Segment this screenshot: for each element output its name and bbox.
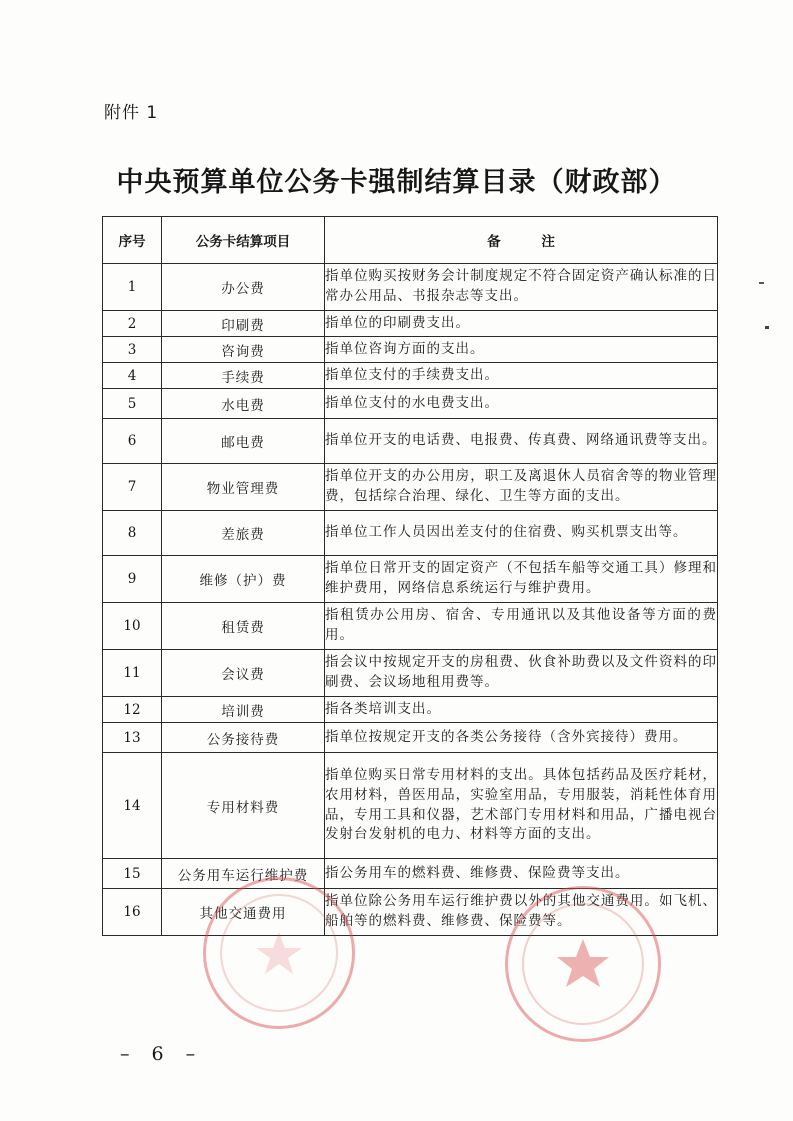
row-note: 指会议中按规定开支的房租费、伙食补助费以及文件资料的印刷费、会议场地租用费等。: [325, 650, 718, 697]
row-item: 物业管理费: [162, 464, 325, 511]
row-note: 指单位咨询方面的支出。: [325, 337, 718, 363]
attachment-label: 附件 1: [104, 103, 159, 123]
row-item: 办公费: [162, 264, 325, 311]
row-note: 指公务用车的燃料费、维修费、保险费等支出。: [325, 859, 718, 889]
page-number: – 6 –: [120, 1043, 204, 1065]
table-row: [103, 511, 718, 556]
table-row: [103, 389, 718, 419]
row-item: 差旅费: [162, 511, 325, 556]
row-number: 2: [103, 311, 162, 337]
row-item: 公务用车运行维护费: [162, 859, 325, 889]
row-item: 会议费: [162, 650, 325, 697]
column-header-item: 公务卡结算项目: [162, 217, 325, 264]
table-row: [103, 889, 718, 936]
row-note: 指租赁办公用房、宿舍、专用通讯以及其他设备等方面的费用。: [325, 603, 718, 650]
table-row: [103, 464, 718, 511]
table-row: [103, 753, 718, 859]
table-row: [103, 363, 718, 389]
row-item: 专用材料费: [162, 753, 325, 859]
row-item: 其他交通费用: [162, 889, 325, 936]
row-note: 指单位支付的手续费支出。: [325, 363, 718, 389]
row-note: 指单位开支的电话费、电报费、传真费、网络通讯费等支出。: [325, 419, 718, 464]
row-number: 5: [103, 389, 162, 419]
table-row: [103, 264, 718, 311]
row-item: 租赁费: [162, 603, 325, 650]
table-row: [103, 419, 718, 464]
row-item: 咨询费: [162, 337, 325, 363]
table-row: [103, 650, 718, 697]
document-title: 中央预算单位公务卡强制结算目录（财政部）: [116, 167, 677, 198]
row-note: 指各类培训支出。: [325, 697, 718, 723]
row-number: 7: [103, 464, 162, 511]
row-item: 印刷费: [162, 311, 325, 337]
row-note: 指单位的印刷费支出。: [325, 311, 718, 337]
row-note: 指单位支付的水电费支出。: [325, 389, 718, 419]
scan-specks: [757, 280, 777, 340]
row-note: 指单位购买日常专用材料的支出。具体包括药品及医疗耗材，农用材料，兽医用品，实验室用品，专用服装，消耗性体育用品，专用工具和仪器，艺术部门专用材料和用品，广播电视台发射台发射机的电力、材料等方面的支出。: [325, 753, 718, 859]
row-note: 指单位按规定开支的各类公务接待（含外宾接待）费用。: [325, 723, 718, 753]
table-row: [103, 311, 718, 337]
settlement-catalog-table: [102, 216, 718, 936]
row-note: 指单位工作人员因出差支付的住宿费、购买机票支出等。: [325, 511, 718, 556]
row-number: 3: [103, 337, 162, 363]
row-note: 指单位除公务用车运行维护费以外的其他交通费用。如飞机、船舶等的燃料费、维修费、保险费等。: [325, 889, 718, 936]
row-item: 邮电费: [162, 419, 325, 464]
column-header-note: [325, 217, 718, 264]
table-row: [103, 697, 718, 723]
table-row: [103, 603, 718, 650]
row-number: 10: [103, 603, 162, 650]
row-note: 指单位开支的办公用房，职工及离退休人员宿舍等的物业管理费，包括综合治理、绿化、卫生等方面的支出。: [325, 464, 718, 511]
row-number: 15: [103, 859, 162, 889]
row-item: 培训费: [162, 697, 325, 723]
row-note: 指单位购买按财务会计制度规定不符合固定资产确认标准的日常办公用品、书报杂志等支出。: [325, 264, 718, 311]
row-number: 4: [103, 363, 162, 389]
row-item: 手续费: [162, 363, 325, 389]
row-number: 14: [103, 753, 162, 859]
table-row: [103, 723, 718, 753]
row-number: 6: [103, 419, 162, 464]
table-row: [103, 859, 718, 889]
row-item: 公务接待费: [162, 723, 325, 753]
row-item: 维修（护）费: [162, 556, 325, 603]
column-header-note-label: 备 注: [487, 234, 573, 250]
row-number: 16: [103, 889, 162, 936]
row-number: 11: [103, 650, 162, 697]
column-header-seq: 序号: [103, 217, 162, 264]
row-number: 1: [103, 264, 162, 311]
table-row: [103, 337, 718, 363]
table-header-row: [103, 217, 718, 264]
row-note: 指单位日常开支的固定资产（不包括车船等交通工具）修理和维护费用，网络信息系统运行与维护费用。: [325, 556, 718, 603]
row-number: 9: [103, 556, 162, 603]
table-row: [103, 556, 718, 603]
row-number: 12: [103, 697, 162, 723]
row-item: 水电费: [162, 389, 325, 419]
row-number: 8: [103, 511, 162, 556]
row-number: 13: [103, 723, 162, 753]
